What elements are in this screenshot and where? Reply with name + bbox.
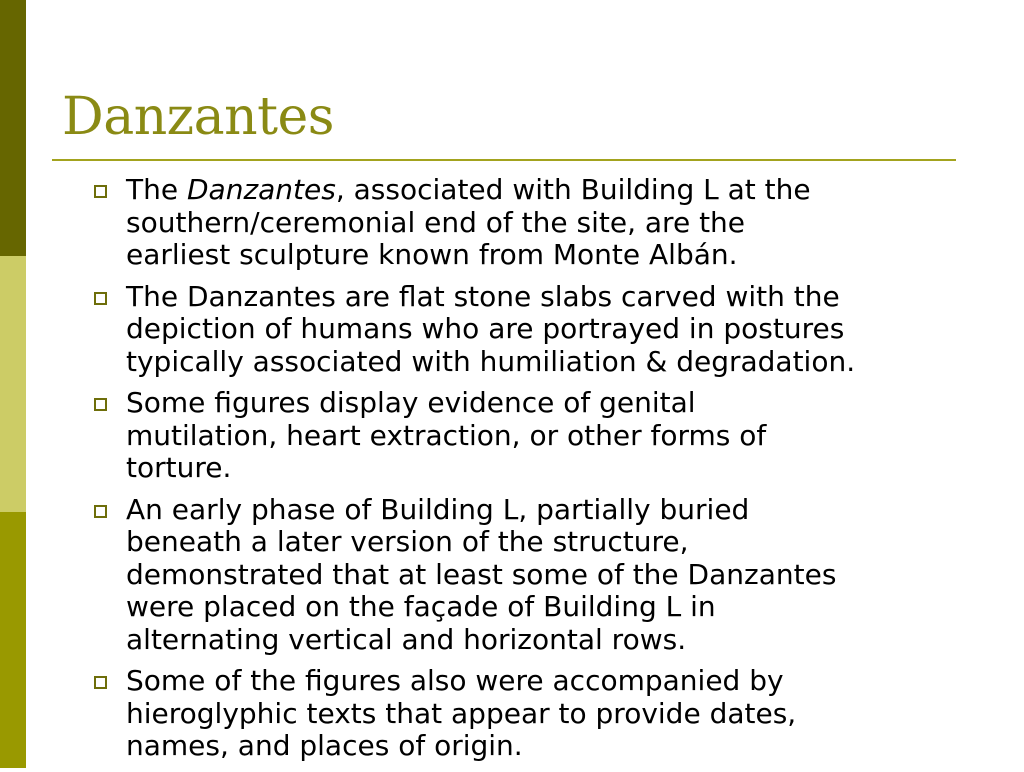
- slide-title: Danzantes: [62, 87, 334, 147]
- bullet-item: [90, 174, 1020, 272]
- bullet-item: [90, 281, 1020, 379]
- hollow-square-bullet-icon: [94, 505, 107, 518]
- sidebar-stripe-middle: [0, 256, 26, 512]
- bullet-text: Some of the figures also were accompanied by hieroglyphic texts that appear to provide dates, names, and places of origin.: [126, 664, 797, 762]
- hollow-square-bullet-icon: [94, 398, 107, 411]
- hollow-square-bullet-icon: [94, 676, 107, 689]
- bullet-emphasis: Danzantes: [186, 173, 336, 206]
- bullet-item: [90, 665, 1020, 763]
- bullet-text: An early phase of Building L, partially buried beneath a later version of the structure, demonstrated that at least some of the Danzantes were placed on the façade of Building L in alternating vertical and horizontal rows.: [126, 492, 837, 656]
- bullet-list: [90, 174, 1020, 772]
- bullet-text: Some figures display evidence of genital mutilation, heart extraction, or other forms of torture.: [126, 386, 767, 484]
- hollow-square-bullet-icon: [94, 185, 107, 198]
- bullet-text: The Danzantes, associated with Building L at the southern/ceremonial end of the site, are the earliest sculpture known from Monte Albán.: [126, 173, 811, 271]
- hollow-square-bullet-icon: [94, 292, 107, 305]
- title-underline: [52, 159, 956, 161]
- sidebar-stripe-top: [0, 0, 26, 256]
- sidebar-stripe-bottom: [0, 512, 26, 768]
- bullet-item: [90, 494, 1020, 657]
- sidebar-stripe: [0, 0, 26, 768]
- bullet-item: [90, 387, 1020, 485]
- bullet-text: The Danzantes are flat stone slabs carved with the depiction of humans who are portrayed in postures typically associated with humiliation & degradation.: [126, 279, 856, 378]
